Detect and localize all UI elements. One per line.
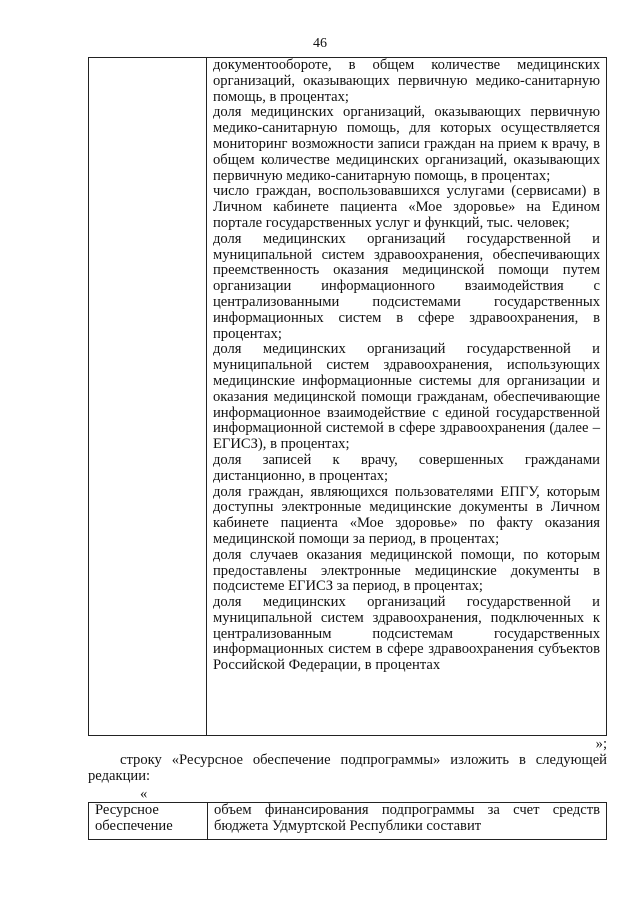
- indicator-item: документообороте, в общем количестве медицинских организаций, оказывающих первичную медико-санитарную помощь, в процентах;: [213, 57, 600, 105]
- instruction-paragraph: строку «Ресурсное обеспечение подпрограммы» изложить в следующей редакции:: [88, 752, 607, 784]
- resource-label-cell: Ресурсное обеспечение: [89, 803, 208, 840]
- page-number: 46: [313, 36, 327, 51]
- opening-quote: «: [140, 786, 148, 802]
- indicator-item: доля медицинских организаций, оказывающих первичную медико-санитарную помощь, для которых осуществляется мониторинг возможности записи граждан на прием к врачу, в общем количестве медицинских организаций, оказывающих первичную медико-санитарную помощь, в процентах;: [213, 104, 600, 184]
- resource-text-cell: объем финансирования подпрограммы за счет средств бюджета Удмуртской Республики составит: [208, 803, 607, 840]
- indicator-item: доля случаев оказания медицинской помощи, по которым предоставлены электронные медицинские документы в подсистеме ЕГИСЗ за период, в процентах;: [213, 546, 600, 595]
- closing-quote: »;: [595, 736, 607, 752]
- indicator-item: доля граждан, являющихся пользователями ЕПГУ, которым доступны электронные медицинские документы в Личном кабинете пациента «Мое здоровье» по факту оказания медицинской помощи за период, в процентах;: [213, 483, 600, 547]
- indicator-item: число граждан, воспользовавшихся услугами (сервисами) в Личном кабинете пациента «Мое здоровье» на Едином портале государственных услуг и функций, тыс. человек;: [213, 183, 600, 231]
- empty-label-cell: [89, 58, 207, 736]
- resource-table: [88, 802, 607, 840]
- indicator-item: доля медицинских организаций государственной и муниципальной систем здравоохранения, использующих медицинские информационные системы для организации и оказания медицинской помощи гражданам, обеспечивающие информационное взаимодействие с единой государственной информационной системой в сфере здравоохранения (далее – ЕГИСЗ), в процентах;: [213, 341, 600, 453]
- indicators-table: [88, 57, 607, 736]
- indicator-item: доля медицинских организаций государственной и муниципальной систем здравоохранения, обеспечивающих преемственность оказания медицинской помощи путем организации информационного взаимодействия с централизованными подсистемами государственных информационных систем в сфере здравоохранения, в процентах;: [213, 230, 600, 342]
- indicator-item: доля медицинских организаций государственной и муниципальной систем здравоохранения, подключенных к централизованным подсистемам государственных информационных систем в сфере здравоохранения субъектов Российской Федерации, в процентах: [213, 594, 600, 674]
- indicator-item: доля записей к врачу, совершенных гражданами дистанционно, в процентах;: [213, 451, 600, 484]
- indicators-cell: [207, 58, 607, 736]
